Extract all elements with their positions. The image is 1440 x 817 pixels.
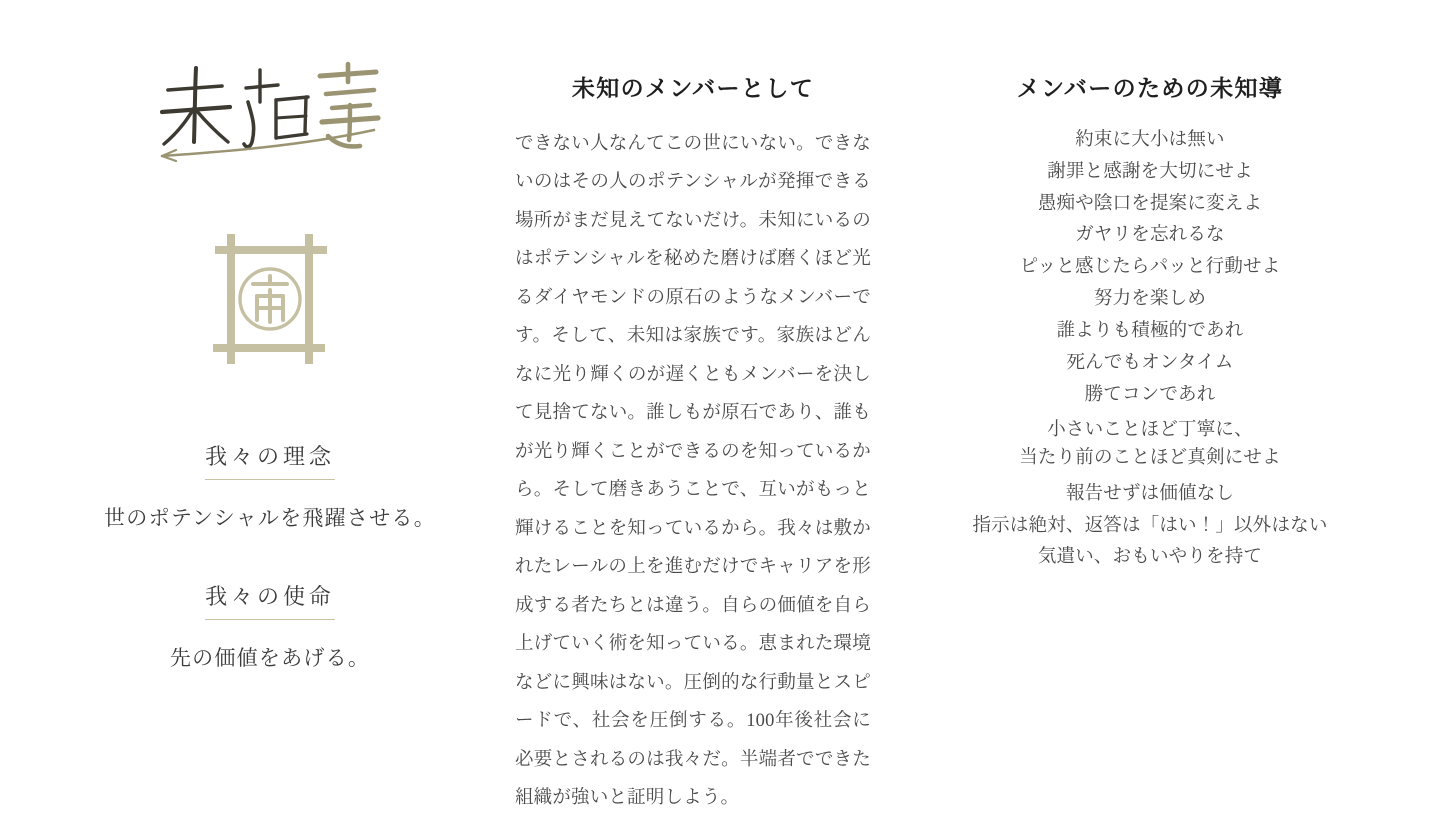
list-item: 愚痴や陰口を提案に変えよ [1037, 193, 1263, 214]
list-item: 謝罪と感謝を大切にせよ [1047, 161, 1253, 182]
philosophy-heading: 我々の理念 [205, 440, 335, 480]
list-item: ガヤリを忘れるな [1075, 225, 1225, 246]
philosophy-block [80, 440, 460, 532]
list-item: 勝てコンであれ [1084, 384, 1216, 405]
list-item-line-2: 当たり前のことほど真剣にせよ [1019, 448, 1281, 469]
calligraphy-wordmark-icon [160, 60, 390, 170]
member-statement-heading: 未知のメンバーとして [571, 76, 815, 101]
brand-seal [80, 228, 460, 368]
list-item: 誰よりも積極的であれ [1056, 320, 1244, 341]
list-item: ピッと感じたらパッと行動せよ [1019, 257, 1281, 278]
brand-and-philosophy-column [80, 60, 460, 672]
mission-heading: 我々の使命 [205, 580, 335, 620]
creed-column [945, 70, 1355, 574]
creed-list [945, 125, 1355, 574]
list-item [945, 417, 1355, 473]
philosophy-body: 世のポテンシャルを飛躍させる。 [104, 506, 436, 530]
list-item: 死んでもオンタイム [1066, 352, 1234, 373]
brand-wordmark [90, 60, 460, 170]
list-item: 報告せずは価値なし [1065, 483, 1235, 504]
list-item-line-1: 小さいことほど丁寧に、 [1047, 420, 1253, 441]
list-item: 努力を楽しめ [1093, 289, 1207, 310]
mission-body: 先の価値をあげる。 [169, 646, 371, 670]
member-statement-body: できない人なんてこの世にいない。できないのはその人のポテンシャルが発揮できる場所がまだ見えてないだけ。未知にいるのはポテンシャルを秘めた磨けば磨くほど光るダイヤモンドの原石のようなメンバーです。そして、未知は家族です。家族はどんなに光り輝くのが遅くともメンバーを決して見捨てない。誰しもが原石であり、誰もが光り輝くことができるのを知っているから。そして磨きあうことで、互いがもっと輝けることを知っているから。我々は敷かれたレールの上を進むだけでキャリアを形成する者たちとは違う。自らの価値を自ら上げていく術を知っている。恵まれた環境などに興味はない。圧倒的な行動量とスピードで、社会を圧倒する。100年後社会に必要とされるのは我々だ。半端者でできた組織が強いと証明しよう。 [515, 134, 871, 808]
list-item: 気遣い、おもいやりを持て [1037, 547, 1263, 568]
list-item: 指示は絶対、返答は「はい！」以外はない [972, 515, 1328, 536]
list-item: 約束に大小は無い [1075, 130, 1225, 150]
square-frame-seal-icon [205, 228, 335, 368]
creed-heading: メンバーのための未知導 [1016, 76, 1284, 101]
member-statement-column [515, 70, 871, 817]
mission-block [80, 580, 460, 672]
